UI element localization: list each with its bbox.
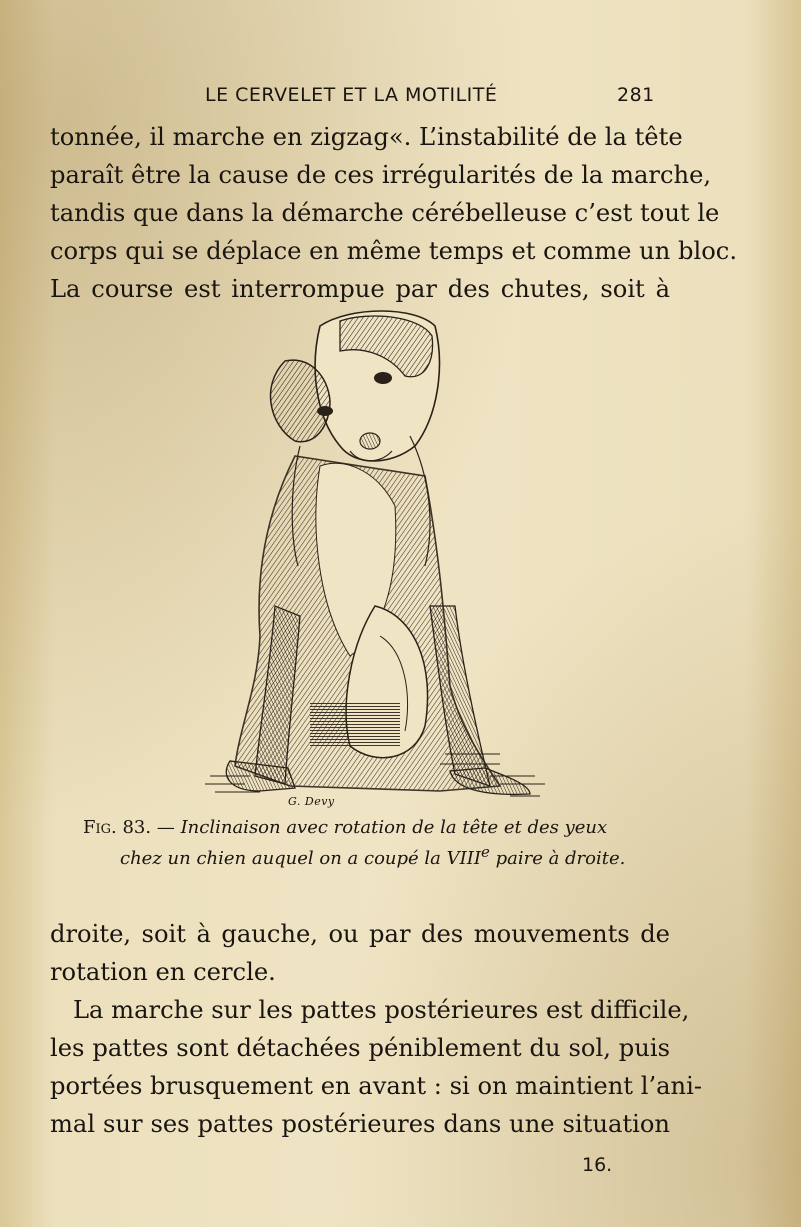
caption-superscript: e — [480, 843, 490, 861]
text-line: les pattes sont détachées péniblement du sol, puis — [50, 1034, 670, 1062]
caption-text-line1: Inclinaison avec rotation de la tête et des yeux — [180, 817, 608, 838]
text-line: paraît être la cause de ces irrégularités de la marche, — [50, 161, 712, 189]
figure-caption: Fig. 83. — Inclinaison avec rotation de la tête et des yeux chez un chien auquel on a coupé la VIIIe paire à droite. — [83, 817, 626, 869]
caption-text-line2b: paire à droite. — [489, 848, 626, 869]
artist-signature: G. Devy — [288, 795, 335, 808]
paragraph-top — [50, 118, 738, 308]
text-line: La course est interrompue par des chutes, soit à — [50, 275, 670, 303]
text-line: droite, soit à gauche, ou par des mouvements de — [50, 920, 670, 948]
figure-label: Fig. 83. — [83, 817, 152, 838]
chapter-title: LE CERVELET ET LA MOTILITÉ — [205, 84, 498, 106]
running-head — [0, 84, 801, 114]
text-line: mal sur ses pattes postérieures dans une situation — [50, 1110, 670, 1138]
paragraph-bottom — [50, 915, 670, 991]
text-line: La marche sur les pattes postérieures est difficile, — [73, 996, 690, 1024]
text-line: portées brusquement en avant : si on maintient l’ani- — [50, 1072, 703, 1100]
paragraph-third — [50, 991, 703, 1143]
text-line: corps qui se déplace en même temps et comme un bloc. — [50, 237, 738, 265]
text-line: tonnée, il marche en zigzag«. L’instabilité de la tête — [50, 123, 683, 151]
dog-illustration — [200, 306, 550, 826]
caption-text-line2a: chez un chien auquel on a coupé la VIII — [120, 848, 481, 869]
text-line: tandis que dans la démarche cérébelleuse c’est tout le — [50, 199, 720, 227]
signature-mark: 16. — [582, 1154, 613, 1176]
text-line: rotation en cercle. — [50, 958, 276, 986]
page-number: 281 — [617, 84, 655, 106]
